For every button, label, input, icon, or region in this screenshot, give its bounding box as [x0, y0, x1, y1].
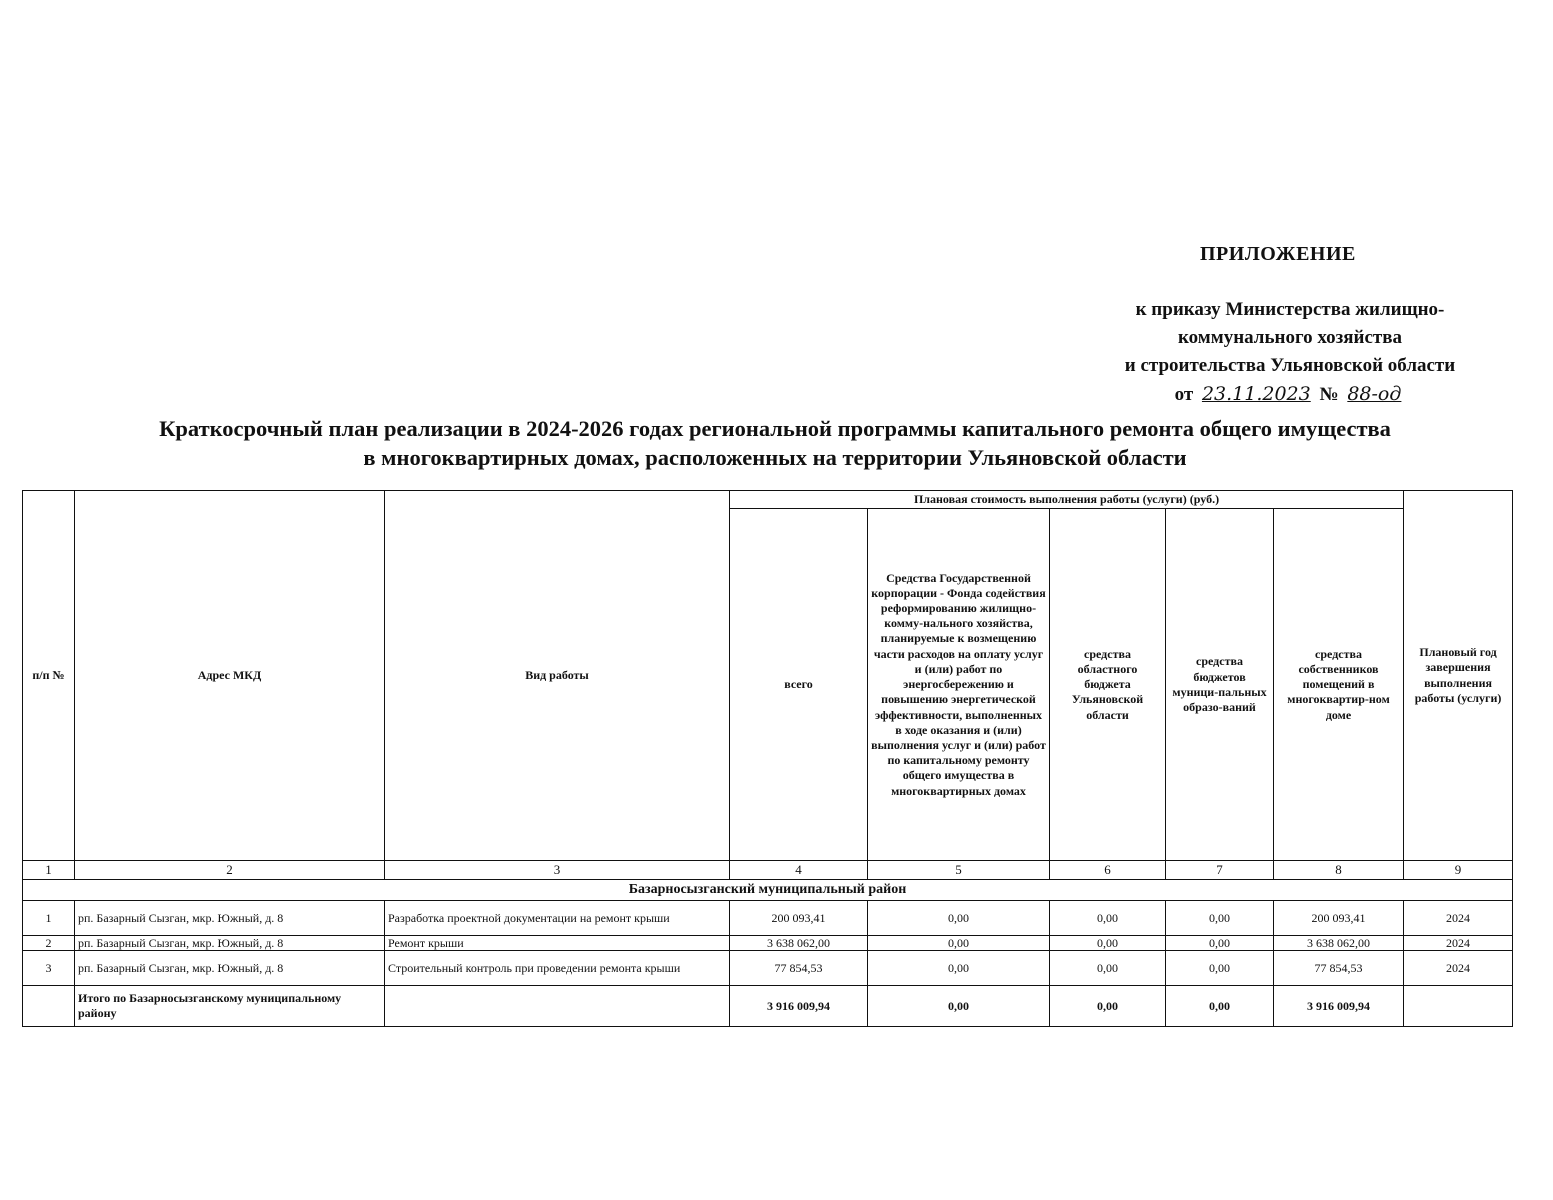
row-total: 3 638 062,00: [730, 936, 868, 951]
order-line-3: и строительства Ульяновской области: [1124, 355, 1456, 376]
column-number: 8: [1274, 861, 1404, 880]
row-year: 2024: [1404, 901, 1513, 936]
row-num: 3: [23, 951, 75, 986]
row-num: 2: [23, 936, 75, 951]
row-work: Разработка проектной документации на ремонт крыши: [385, 901, 730, 936]
total-owners: 3 916 009,94: [1274, 986, 1404, 1027]
header-owners: средства собственников помещений в многоквартир-ном доме: [1274, 509, 1404, 861]
header-work-type: Вид работы: [385, 491, 730, 861]
total-row: [23, 986, 1513, 1027]
total-regional: 0,00: [1050, 986, 1166, 1027]
order-reference: [1080, 296, 1500, 409]
header-regional: средства областного бюджета Ульяновской области: [1050, 509, 1166, 861]
row-year: 2024: [1404, 936, 1513, 951]
header-fund: Средства Государственной корпорации - Фонда содействия реформированию жилищно-комму-нального хозяйства, планируемые к возмещению части расходов на оплату услуг и (или) работ по энергосбережению и повышению энергетической эффективности, выполненных в ходе оказания и (или) выполнения услуг и (или) работ по капитальному ремонту общего имущества в многоквартирных домах: [868, 509, 1050, 861]
column-number: 2: [75, 861, 385, 880]
row-year: 2024: [1404, 951, 1513, 986]
document-title: [30, 414, 1520, 472]
row-owners: 77 854,53: [1274, 951, 1404, 986]
row-num: 1: [23, 901, 75, 936]
row-municipal: 0,00: [1166, 951, 1274, 986]
header-total: всего: [730, 509, 868, 861]
row-total: 77 854,53: [730, 951, 868, 986]
appendix-label: ПРИЛОЖЕНИЕ: [1200, 243, 1356, 265]
total-fund: 0,00: [868, 986, 1050, 1027]
row-fund: 0,00: [868, 951, 1050, 986]
column-number: 1: [23, 861, 75, 880]
table-row: [23, 936, 1513, 951]
order-date-prefix: от: [1174, 384, 1194, 405]
table-row: [23, 951, 1513, 986]
header-address: Адрес МКД: [75, 491, 385, 861]
column-number: 9: [1404, 861, 1513, 880]
column-number: 4: [730, 861, 868, 880]
total-work: [385, 986, 730, 1027]
column-number: 7: [1166, 861, 1274, 880]
district-row: [23, 880, 1513, 901]
row-regional: 0,00: [1050, 951, 1166, 986]
row-address: рп. Базарный Сызган, мкр. Южный, д. 8: [75, 936, 385, 951]
row-total: 200 093,41: [730, 901, 868, 936]
document-title-line-1: Краткосрочный план реализации в 2024-2026 годах региональной программы капитального ремонта общего имущества: [159, 416, 1391, 441]
order-line-2: коммунального хозяйства: [1177, 327, 1403, 348]
header-cost-group: Плановая стоимость выполнения работы (услуги) (руб.): [730, 491, 1404, 509]
total-label: Итого по Базарносызганскому муниципальному району: [75, 986, 385, 1027]
column-number: 6: [1050, 861, 1166, 880]
header-municipal: средства бюджетов муници-пальных образо-ваний: [1166, 509, 1274, 861]
total-total: 3 916 009,94: [730, 986, 868, 1027]
row-owners: 3 638 062,00: [1274, 936, 1404, 951]
row-work: Ремонт крыши: [385, 936, 730, 951]
header-num: п/п №: [23, 491, 75, 861]
row-address: рп. Базарный Сызган, мкр. Южный, д. 8: [75, 951, 385, 986]
total-year: [1404, 986, 1513, 1027]
header-year: Плановый год завершения выполнения работы (услуги): [1404, 491, 1513, 861]
order-date-line: [1080, 380, 1500, 409]
row-regional: 0,00: [1050, 901, 1166, 936]
row-municipal: 0,00: [1166, 901, 1274, 936]
total-municipal: 0,00: [1166, 986, 1274, 1027]
row-address: рп. Базарный Сызган, мкр. Южный, д. 8: [75, 901, 385, 936]
column-number: 3: [385, 861, 730, 880]
row-fund: 0,00: [868, 936, 1050, 951]
row-fund: 0,00: [868, 901, 1050, 936]
order-date: 23.11.2023: [1201, 383, 1311, 405]
order-number-prefix: №: [1319, 384, 1339, 405]
total-num: [23, 986, 75, 1027]
plan-table: [22, 490, 1513, 1027]
row-municipal: 0,00: [1166, 936, 1274, 951]
district-name: Базарносызганский муниципальный район: [23, 880, 1513, 901]
column-number: 5: [868, 861, 1050, 880]
row-regional: 0,00: [1050, 936, 1166, 951]
column-numbers-row: [23, 861, 1513, 880]
row-work: Строительный контроль при проведении ремонта крыши: [385, 951, 730, 986]
header-row-1: [23, 491, 1513, 509]
order-number: 88-од: [1347, 383, 1402, 405]
row-owners: 200 093,41: [1274, 901, 1404, 936]
document-title-line-2: в многоквартирных домах, расположенных на территории Ульяновской области: [363, 445, 1187, 470]
table-row: [23, 901, 1513, 936]
order-line-1: к приказу Министерства жилищно-: [1135, 299, 1445, 320]
